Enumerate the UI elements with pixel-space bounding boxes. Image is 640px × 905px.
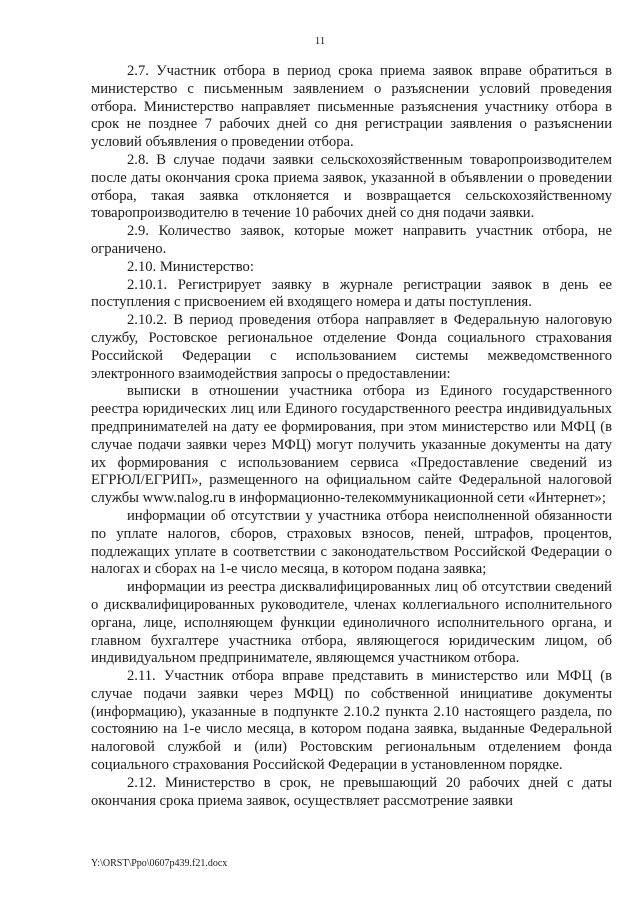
paragraph-2-8: 2.8. В случае подачи заявки сельскохозяйственным товаропроизводителем после даты окончания срока приема заявок, указанной в объявлении о проведении отбора, такая заявка отклоняется и возвращается сельскохозяйственному товаропроизводителю в течение 10 рабочих дней со дня подачи заявки. <box>91 151 612 222</box>
paragraph-egrul-extract: выписки в отношении участника отбора из Единого государственного реестра юридических лиц или Единого государственного реестра индивидуальных предпринимателей на дату ее формирования, при этом министерство или МФЦ (в случае подачи заявки через МФЦ) могут получить указанные документы на дату их формирования с использованием сервиса «Предоставление сведений из ЕГРЮЛ/ЕГРИП», размещенного на официальном сайте Федеральной налоговой службы www.nalog.ru в информационно-телекоммуникационной сети «Интернет»; <box>91 383 612 507</box>
document-body <box>91 63 612 810</box>
paragraph-2-12: 2.12. Министерство в срок, не превышающий 20 рабочих дней с даты окончания срока приема заявок, осуществляет рассмотрение заявки <box>91 774 612 809</box>
paragraph-2-10: 2.10. Министерство: <box>127 258 254 275</box>
paragraph-2-10-2: 2.10.2. В период проведения отбора направляет в Федеральную налоговую службу, Ростовское региональное отделение Фонда социального страхования Российской Федерации с использованием системы межведомственного электронного взаимодействия запросы о предоставлении: <box>91 312 612 382</box>
paragraph-2-7: 2.7. Участник отбора в период срока приема заявок вправе обратиться в министерство с письменным заявлением о разъяснении условий проведения отбора. Министерство направляет письменные разъяснения участнику отбора в срок не позднее 7 рабочих дней со дня регистрации заявления о разъяснении условий объявления о проведении отбора. <box>91 63 612 151</box>
page-number: 11 <box>314 35 326 47</box>
paragraph-disqualified-registry: информации из реестра дисквалифицированных лиц об отсутствии сведений о дисквалифицированных руководителе, членах коллегиального исполнительного органа, лице, исполняющем функции единоличного исполнительного органа, и главном бухгалтере участника отбора, являющегося юридическим лицом, об индивидуальном предпринимателе, являющемся участником отбора. <box>91 579 612 667</box>
paragraph-2-9: 2.9. Количество заявок, которые может направить участник отбора, не ограничено. <box>91 223 612 257</box>
paragraph-2-10-1: 2.10.1. Регистрирует заявку в журнале регистрации заявок в день ее поступления с присвоением ей входящего номера и даты поступления. <box>91 276 612 311</box>
paragraph-2-11: 2.11. Участник отбора вправе представить в министерство или МФЦ (в случае подачи заявки через МФЦ) по собственной инициативе документы (информацию), указанные в подпункте 2.10.2 пункта 2.10 настоящего раздела, по состоянию на 1-е число месяца, в котором подана заявка, выданные Федеральной налоговой службой и (или) Ростовским региональным отделением фонда социального страхования Российской Федерации в установленном порядке. <box>91 668 612 774</box>
footer-file-path: Y:\ORST\Ppo\0607p439.f21.docx <box>91 858 228 869</box>
paragraph-tax-debt-info: информации об отсутствии у участника отбора неисполненной обязанности по уплате налогов, сборов, страховых взносов, пеней, штрафов, процентов, подлежащих уплате в соответствии с законодательством Российской Федерации о налогах и сборах на 1-е число месяца, в котором подана заявка; <box>91 507 612 578</box>
